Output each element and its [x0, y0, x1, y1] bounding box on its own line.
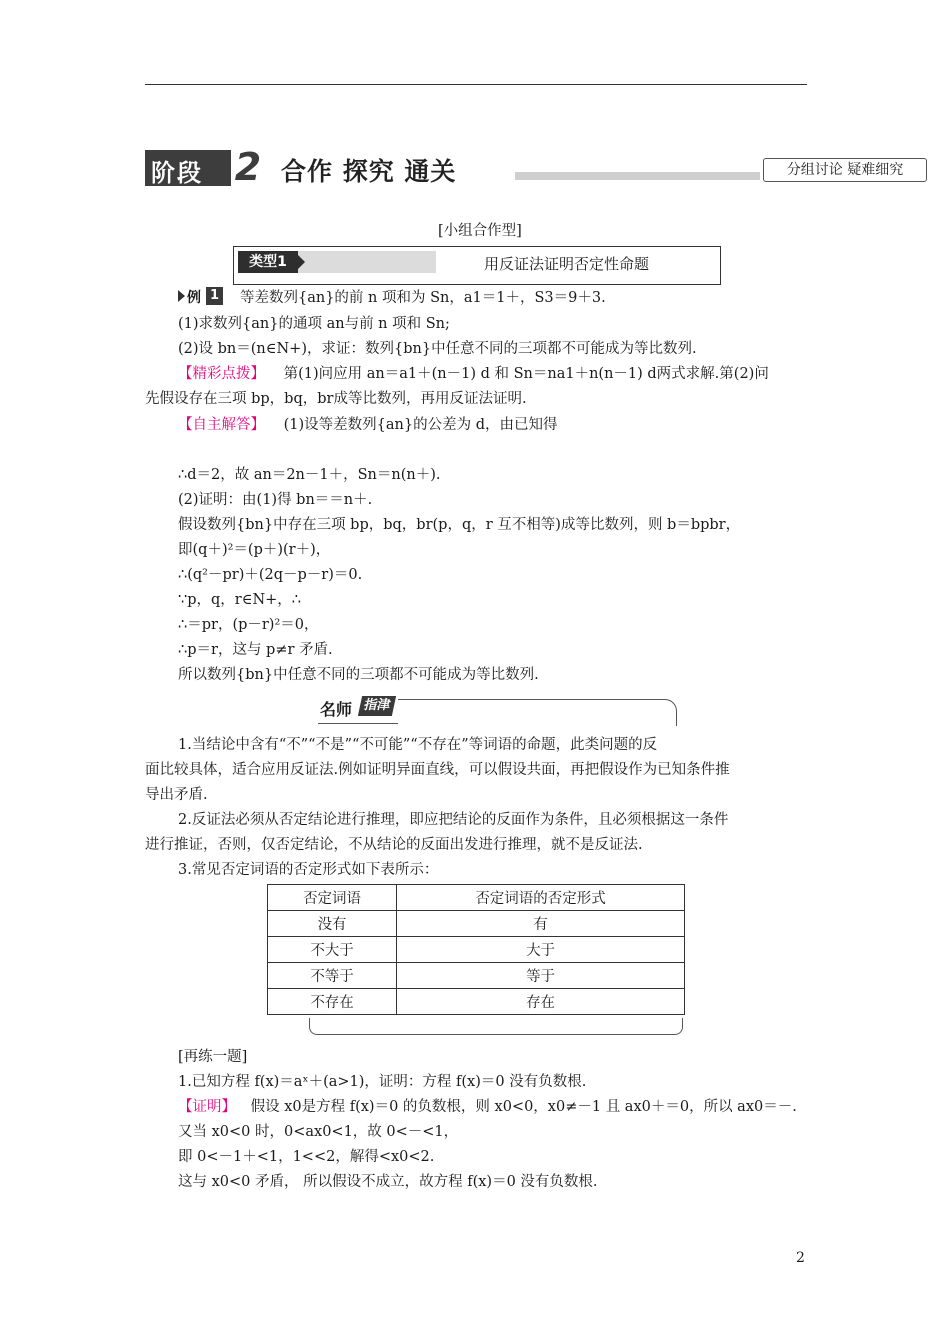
solution-line-5: ∴(q²－pr)＋(2q－p－r)＝0. [178, 567, 363, 583]
example-number: 1 [206, 287, 223, 305]
solution-intro: (1)设等差数列{an}的公差为 d，由已知得 [283, 417, 558, 433]
stage-tag: 分组讨论 疑难细究 [763, 158, 927, 182]
solution-line-4: 即(q＋)²＝(p＋)(r＋)， [178, 542, 331, 558]
table-header-row [268, 885, 685, 911]
table-cell: 不等于 [268, 963, 397, 989]
type-box [233, 246, 721, 285]
teacher-tips-bracket [309, 1018, 683, 1035]
practice-title: [再练一题] [178, 1049, 248, 1065]
table-cell: 不大于 [268, 937, 397, 963]
teacher-tips-chip: 指津 [358, 696, 396, 716]
solution-line-6: ∵p，q，r∈N+，∴ [178, 592, 302, 608]
stage-number: 2 [231, 146, 265, 188]
header-rule [145, 84, 807, 85]
table-cell: 存在 [397, 989, 685, 1015]
tip-1-line-2: 面比较具体，适合应用反证法.例如证明异面直线，可以假设共面，再把假设作为已知条件推 [145, 762, 730, 778]
solution-label: 【自主解答】 [178, 417, 265, 433]
table-header: 否定词语 [268, 885, 397, 911]
hint-line-2: 先假设存在三项 bp，bq，br成等比数列，再用反证法证明. [145, 391, 527, 407]
type-title: 用反证法证明否定性命题 [484, 255, 650, 273]
negation-table [267, 884, 685, 1015]
example-line-2: (1)求数列{an}的通项 an与前 n 项和 Sn; [178, 316, 450, 332]
solution-line-7: ∴＝pr，(p－r)²＝0， [178, 617, 319, 633]
table-row [268, 989, 685, 1015]
practice-question: 1.已知方程 f(x)＝aˣ＋(a>1)，证明：方程 f(x)＝0 没有负数根. [178, 1074, 587, 1090]
stage-divider [515, 172, 760, 180]
hint-line-1 [178, 364, 769, 384]
solution-line-3: 假设数列{bn}中存在三项 bp，bq，br(p，q，r 互不相等)成等比数列，则 b＝bpbr， [178, 517, 741, 533]
solution-line-9: 所以数列{bn}中任意不同的三项都不可能成为等比数列. [178, 667, 539, 683]
practice-proof-line-2: 又当 x0<0 时，0<ax0<1，故 0<－<1， [178, 1124, 459, 1140]
solution-line-2: (2)证明：由(1)得 bn＝＝n＋. [178, 492, 373, 508]
example-line-3: (2)设 bn＝(n∈N+)，求证：数列{bn}中任意不同的三项都不可能成为等比数列. [178, 341, 697, 357]
table-cell: 大于 [397, 937, 685, 963]
tip-1-line-1: 1.当结论中含有“不”“不是”“不可能”“不存在”等词语的命题，此类问题的反 [178, 737, 658, 753]
proof-text-1: 假设 x0是方程 f(x)＝0 的负数根，则 x0<0，x0≠－1 且 ax0＋＝0，所以 ax0＝－. [250, 1099, 797, 1115]
tip-3-line: 3.常见否定词语的否定形式如下表所示： [178, 862, 439, 878]
teacher-tips-curve [398, 699, 677, 726]
hint-text-1: 第(1)问应用 an＝a1＋(n－1) d 和 Sn＝na1＋n(n－1) d两式求解.第(2)问 [283, 366, 769, 382]
type-label: 类型1 [238, 251, 298, 273]
teacher-tips-underline [318, 723, 398, 724]
table-header: 否定词语的否定形式 [397, 885, 685, 911]
example-arrow-icon [178, 290, 185, 302]
table-cell: 没有 [268, 911, 397, 937]
example-word: 例 [187, 290, 201, 306]
stage-banner [145, 145, 930, 189]
tip-2-line-1: 2.反证法必须从否定结论进行推理，即应把结论的反面作为条件，且必须根据这一条件 [178, 812, 729, 828]
practice-proof-line-1 [178, 1097, 797, 1117]
type-label-bar [238, 251, 436, 273]
example-line-1: 等差数列{an}的前 n 项和为 Sn，a1＝1＋，S3＝9＋3. [240, 290, 606, 306]
table-cell: 有 [397, 911, 685, 937]
page-number: 2 [796, 1250, 805, 1266]
tip-2-line-2: 进行推证，否则，仅否定结论，不从结论的反面出发进行推理，就不是反证法. [145, 837, 643, 853]
teacher-tips-name: 名师 [320, 700, 353, 719]
teacher-tips-header [318, 695, 678, 727]
hint-label: 【精彩点拨】 [178, 366, 265, 382]
table-row [268, 963, 685, 989]
example-badge [178, 287, 224, 305]
solution-line-1: ∴d＝2，故 an＝2n－1＋，Sn＝n(n＋). [178, 467, 441, 483]
table-row [268, 911, 685, 937]
proof-label: 【证明】 [178, 1099, 236, 1115]
table-cell: 不存在 [268, 989, 397, 1015]
practice-proof-line-4: 这与 x0<0 矛盾， 所以假设不成立，故方程 f(x)＝0 没有负数根. [178, 1174, 598, 1190]
type-arrow-icon [298, 255, 305, 269]
stage-title: 合作 探究 通关 [281, 157, 457, 186]
table-cell: 等于 [397, 963, 685, 989]
solution-line-8: ∴p＝r，这与 p≠r 矛盾. [178, 642, 333, 658]
group-type-heading: [小组合作型] [438, 223, 522, 239]
tip-1-line-3: 导出矛盾. [145, 787, 208, 803]
practice-proof-line-3: 即 0<－1＋<1，1<<2，解得<x0<2. [178, 1149, 435, 1165]
table-row [268, 937, 685, 963]
solution-intro-line [178, 415, 557, 435]
stage-label: 阶段 [151, 159, 203, 187]
